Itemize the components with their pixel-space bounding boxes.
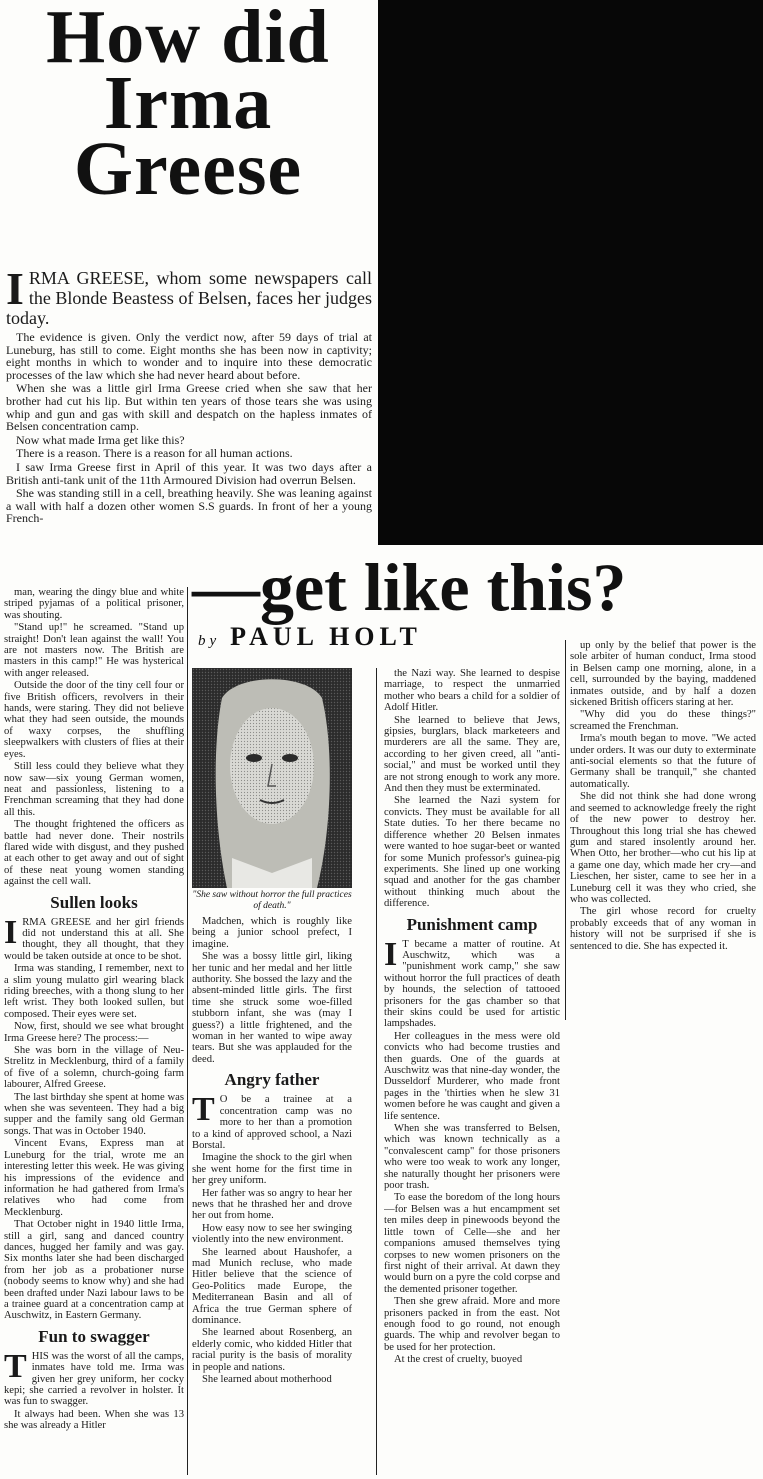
intro-paragraph: There is a reason. There is a reason for all human actions.	[16, 446, 293, 461]
subhead-sullen-looks: Sullen looks	[50, 892, 138, 912]
paragraph: The girl whose record for cruelty probably exceeds that of any woman in history will not be surprised if she is sentenced to die. She has expected it.	[570, 906, 756, 952]
paragraph: The last birthday she spent at home was when she was seventeen. They had a big supper and the family sang old German songs. That was in October 1940.	[4, 1091, 184, 1137]
portrait-photo	[192, 668, 352, 888]
headline-line: Greese	[73, 127, 303, 211]
intro-paragraph: She was standing still in a cell, breathing heavily. She was leaning against a wall with half a dozen other women S.S guards. In front of her a young French-	[6, 486, 372, 526]
column-rule	[565, 640, 566, 1020]
paragraph: "Stand up!" he screamed. "Stand up straight! Don't lean against the wall! You are not masters now. The British are masters in this camp!" He was hysterical with anger released.	[4, 622, 184, 679]
paragraph	[384, 935, 560, 1030]
paragraph: She was a bossy little girl, liking her tunic and her medal and her little authority. She bossed the lazy and the absent-minded little girls. The first time she struck some woe-filled stubborn infant, she was (may I guess?) a little frightened, and the woman in her wanted to wipe away tears. But she was applauded for the deed.	[192, 951, 352, 1065]
column-2	[192, 916, 352, 1475]
drop-cap: I	[4, 913, 18, 951]
drop-cap: T	[192, 1091, 215, 1129]
paragraph: It always had been. When she was 13 she was already a Hitler	[4, 1408, 184, 1432]
byline-name: PAUL HOLT	[230, 622, 422, 651]
paragraph: up only by the belief that power is the sole arbiter of human conduct, Irma stood in Belsen camp one morning, alone, in a cell, surrounded by the baying, maddened inmates outside, and by half a dozen sickened British officers staring at her.	[570, 640, 756, 709]
column-rule	[187, 587, 188, 1475]
column-1	[4, 587, 184, 1475]
portrait-illustration	[192, 668, 352, 888]
paragraph: Vincent Evans, Express man at Luneburg for the trial, wrote me an interesting letter this week. He was giving his impressions of the evidence and information he had gathered from Irma's relatives who had come from Mecklenburg.	[4, 1138, 184, 1218]
intro-paragraph: When she was a little girl Irma Greese cried when she saw that her brother had cut his lip. But within ten years of those tears she was using whip and gun and gas with skill and despatch on the hapless inmates of Belsen concentration camp.	[6, 381, 372, 434]
byline	[198, 622, 548, 656]
paragraph: Outside the door of the tiny cell four or five British officers, revolvers in their hands, were staring. They did not believe what they had seen outside, the mounds of waxy corpses, the shuffling sleepwalkers with clusters of flies at their eyes.	[4, 680, 184, 760]
paragraph: Irma was standing, I remember, next to a slim young mulatto girl wearing black riding breeches, with a thong slung to her left wrist. They both looked sullen, but composed. Their eyes were set.	[4, 963, 184, 1020]
photo-caption: "She saw without horror the full practices of death."	[192, 890, 352, 911]
paragraph: Still less could they believe what they now saw—six young German women, neat and passionless, listening to a Frenchman screaming that they had done all this.	[4, 761, 184, 818]
paragraph	[4, 1347, 184, 1408]
paragraph	[192, 1091, 352, 1151]
paragraph: the Nazi way. She learned to despise marriage, to respect the unmarried mother who bears a child for a soldier of Adolf Hitler.	[384, 668, 560, 714]
paragraph: She learned about motherhood	[202, 1374, 332, 1386]
paragraph-text: RMA GREESE and her girl friends did not understand this at all. She thought, they all thought, that they would be taken outside at once to be shot.	[4, 916, 184, 962]
headline-line: Irma	[103, 61, 273, 145]
paragraph: "Why did you do these things?" screamed the Frenchman.	[570, 709, 756, 732]
paragraph: Now, first, should we see what brought Irma Greese here? The process:—	[4, 1021, 184, 1044]
intro-block	[6, 268, 372, 586]
paragraph: She did not think she had done wrong and seemed to acknowledge freely the right of the new power to destroy her. Throughout this long trial she has chewed gum and stared insolently around her. When Otto, her brother—who cut his lip at a game one day, which made her cry—and Lieschen, her sister, came to see her in a Luneburg cell it was they who cried, she who was collected.	[570, 791, 756, 905]
byline-prefix: by	[198, 633, 221, 649]
paragraph: That October night in 1940 little Irma, still a girl, sang and danced country dances, hugged her family and was gay. Six months later she had been discharged from her job as a probationer nurse (nobody seems to know why) and she had been drafted under Nazi labour laws to be a trainee guard at a concentration camp at Auschwitz, in Eastern Germany.	[4, 1219, 184, 1322]
headline-line: How did	[46, 0, 330, 79]
paragraph: She learned the Nazi system for convicts. They must be available for all State duties. To her there became no difference whether 20 Belsen inmates were wanted to hoe sugar-beet or wanted for some Munich professor's guinea-pig experiments. She lined up one working squad and another for the gas chamber without thinking much about the difference.	[384, 795, 560, 910]
paragraph: man, wearing the dingy blue and white striped pyjamas of a political prisoner, was shouting.	[4, 587, 184, 621]
paragraph: She learned to believe that Jews, gipsies, burglars, black marketeers and murderers are all the same. They are, according to her given creed, all "anti-social," and must be worked until they are not strong enough to work any more. And then they must be exterminated.	[384, 714, 560, 795]
paragraph: When she was transferred to Belsen, which was known technically as a "convalescent camp" for those prisoners who were too weak to work any longer, she naturally thought her prisoners were poor trash.	[384, 1123, 560, 1192]
lead-paragraph	[6, 268, 372, 328]
intro-paragraph: I saw Irma Greese first in April of this year. It was two days after a British anti-tank unit of the 11th Armoured Division had overrun Belsen.	[6, 459, 372, 487]
paragraph: Then she grew afraid. More and more prisoners packed in from the east. Not enough food to go round, not enough guards. The whip and revolver began to be used for her protection.	[384, 1296, 560, 1353]
drop-cap: T	[4, 1347, 27, 1385]
paragraph: Madchen, which is roughly like being a junior school prefect, I imagine.	[192, 916, 352, 950]
column-4	[570, 640, 756, 1020]
subhead-angry-father: Angry father	[224, 1070, 320, 1090]
intro-paragraph: Now what made Irma get like this?	[16, 432, 185, 447]
paragraph: She learned about Haushofer, a mad Munich recluse, who made Hitler believe that the science of Geo-Politics made Europe, the Mediterranean Basin and all of Africa the true German sphere of dominance.	[192, 1246, 352, 1326]
paragraph-text: T became a matter of routine. At Auschwitz, which was a "punishment work camp," she saw without horror the full practices of death by hounds, the selection of tattooed prisoners for the gas chamber so that their skins could be used for artistic lampshades.	[384, 938, 560, 1030]
column-rule	[376, 668, 377, 1475]
paragraph: She was born in the village of Neu-Strelitz in Mecklenburg, third of a family of five of a solemn, church-going farm labourer, Alfred Greese.	[4, 1045, 184, 1091]
intro-paragraph: The evidence is given. Only the verdict now, after 59 days of trial at Luneburg, has still to come. Eight months she has been now in captivity; eight months in which to wonder and to inquire into these democratic processes of the law which she had never heard about before.	[6, 330, 372, 382]
lead-drop-cap: I	[6, 268, 24, 314]
paragraph: Her father was so angry to hear her news that he thrashed her and drove her out from home.	[192, 1187, 352, 1222]
subhead-fun-to-swagger: Fun to swagger	[38, 1326, 150, 1346]
black-panel	[378, 0, 763, 545]
paragraph: To ease the boredom of the long hours—for Belsen was a hut encampment set ten miles deep in pinewoods beyond the little town of Celle—she and her companions amused themselves tying corpses to new women prisoners on the first night of their arrival. At dawn they would burn on a pyre the cold corpse and the demented prisoner together.	[384, 1192, 560, 1295]
paragraph: The thought frightened the officers as battle had never done. Their nostrils flared wide with disgust, and they pushed at each other to get away and out of sight of these neat young women standing against the cell wall.	[4, 819, 184, 888]
paragraph: She learned about Rosenberg, an elderly comic, who kidded Hitler that racial purity is the basis of morality in people and nations.	[192, 1327, 352, 1373]
paragraph-text: HIS was the worst of all the camps, inmates have told me. Irma was given her grey uniform, her cocky kepi; she carried a revolver in holster. It was fun to swagger.	[4, 1350, 184, 1408]
drop-cap: I	[384, 935, 398, 973]
paragraph: At the crest of cruelty, buoyed	[394, 1354, 523, 1366]
subhead-punishment-camp: Punishment camp	[406, 914, 538, 934]
paragraph-text: O be a trainee at a concentration camp was no more to her than a promotion to a kind of approved school, a Nazi Borstal.	[192, 1094, 352, 1151]
lead-text: RMA GREESE, whom some newspapers call the Blonde Beastess of Belsen, faces her judges today.	[6, 268, 372, 328]
headline	[0, 0, 376, 211]
paragraph: Irma's mouth began to move. "We acted under orders. It was our duty to exterminate anti-social elements so that the future of Germany shall be tranquil," she chanted automatically.	[570, 733, 756, 790]
paragraph: Her colleagues in the mess were old convicts who had become trusties and then guards. One of the guards at Auschwitz was that nine-day wonder, the Dusseldorf Murderer, who made front pages in the 'thirties when he slew 31 women before he was caught and given a life sentence.	[384, 1030, 560, 1122]
column-3	[384, 668, 560, 1475]
paragraph	[4, 913, 184, 963]
headline-continuation: —get like this?	[192, 549, 627, 625]
paragraph: How easy now to see her swinging violently into the new environment.	[192, 1222, 352, 1246]
paragraph: Imagine the shock to the girl when she went home for the first time in her grey uniform.	[192, 1152, 352, 1187]
